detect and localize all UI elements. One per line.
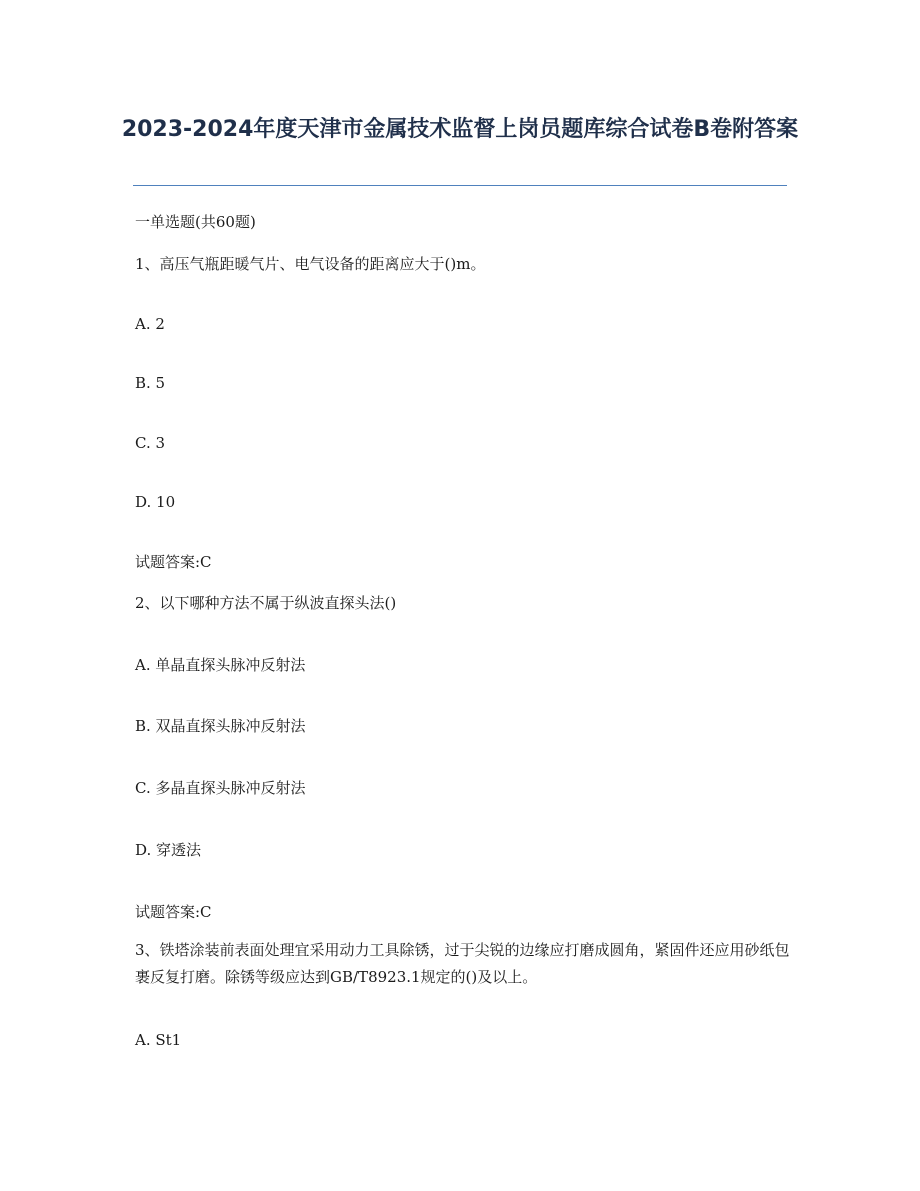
question-1-stem: 1、高压气瓶距暖气片、电气设备的距离应大于()m。	[135, 255, 486, 273]
question-3-stem: 3、铁塔涂装前表面处理宜采用动力工具除锈，过于尖锐的边缘应打磨成圆角，紧固件还应用砂纸包裹反复打磨。除锈等级应达到GB/T8923.1规定的()及以上。	[135, 941, 790, 986]
question-3-option-a: A. St1	[135, 1031, 182, 1049]
question-2-option-b: B. 双晶直探头脉冲反射法	[135, 717, 306, 735]
question-2-stem: 2、以下哪种方法不属于纵波直探头法()	[135, 594, 397, 612]
question-1-option-c: C. 3	[135, 434, 166, 452]
question-2-option-a: A. 单晶直探头脉冲反射法	[135, 656, 306, 674]
question-2-answer: 试题答案:C	[135, 903, 212, 921]
question-1-option-a: A. 2	[135, 315, 165, 333]
question-1-answer: 试题答案:C	[135, 553, 212, 571]
document-title: 2023-2024年度天津市金属技术监督上岗员题库综合试卷B卷附答案	[121, 117, 799, 142]
title-divider	[133, 185, 787, 186]
question-2-option-d: D. 穿透法	[135, 841, 202, 859]
question-1-option-d: D. 10	[135, 493, 176, 511]
question-1-option-b: B. 5	[135, 374, 166, 392]
question-2-option-c: C. 多晶直探头脉冲反射法	[135, 779, 306, 797]
section-heading: 一单选题(共60题)	[135, 213, 256, 231]
